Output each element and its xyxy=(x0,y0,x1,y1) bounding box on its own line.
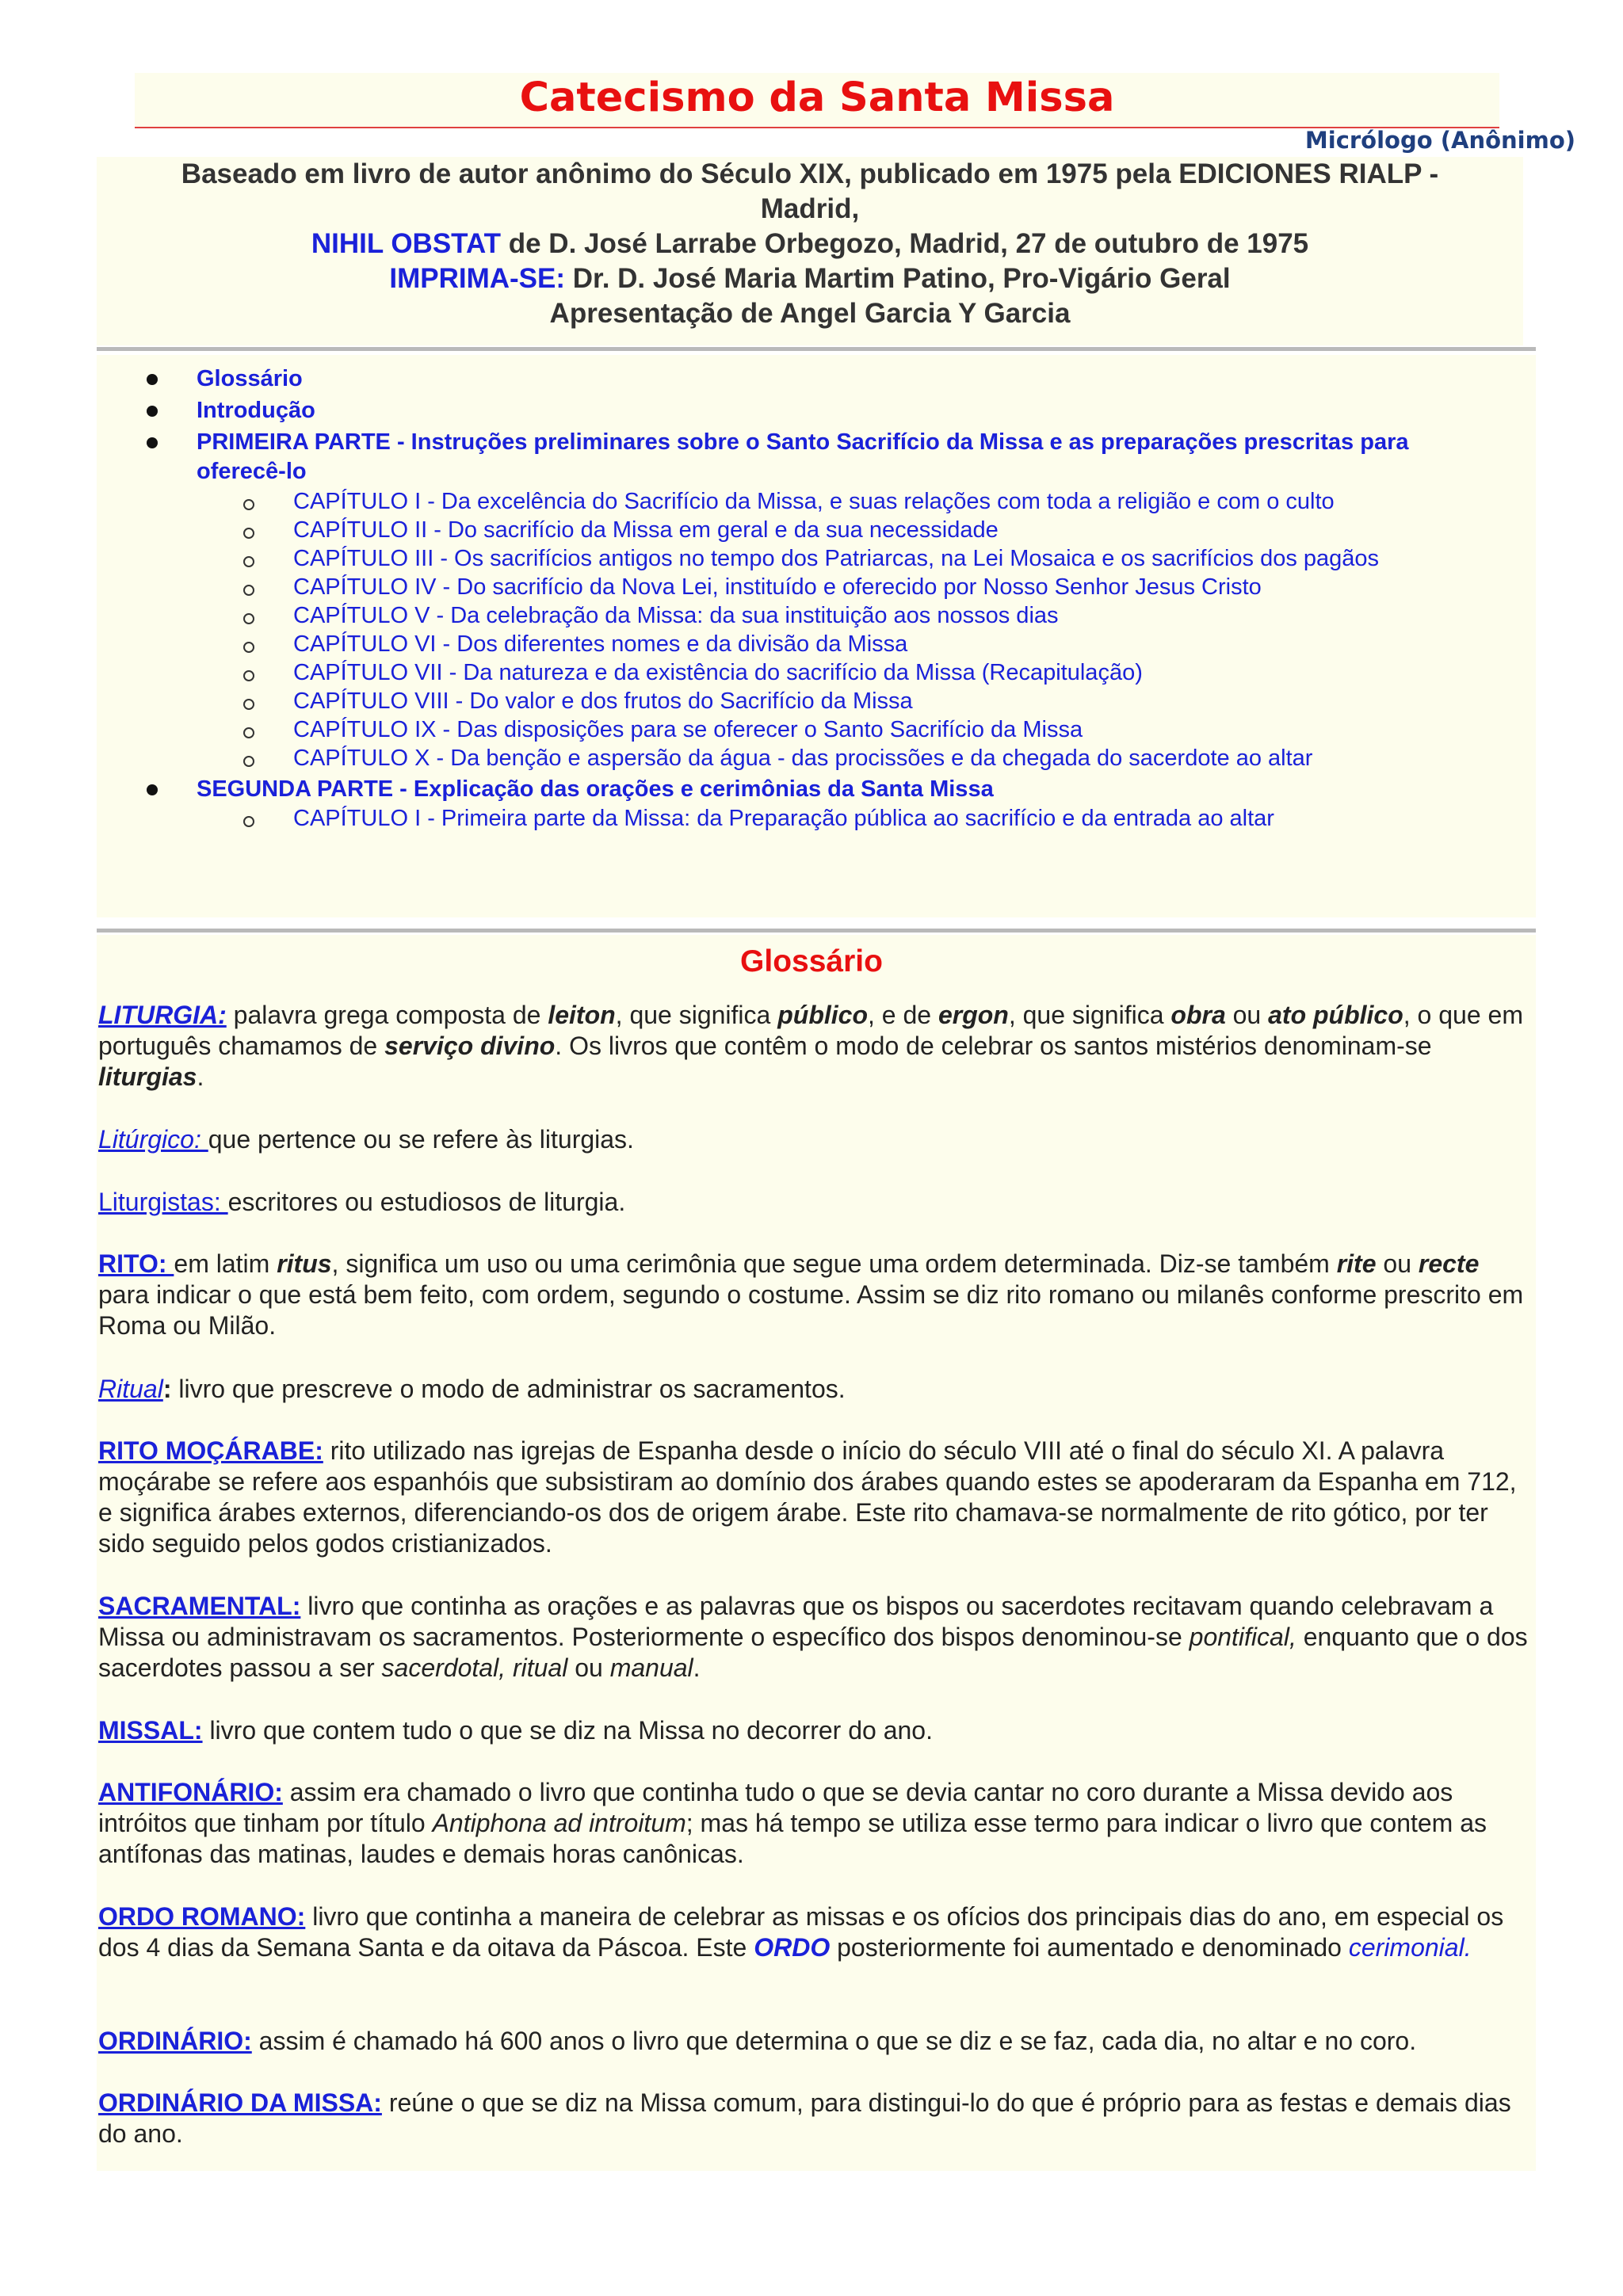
glossary-term-sacramental[interactable]: SACRAMENTAL: xyxy=(98,1592,301,1620)
entry-emphasis: cerimonial. xyxy=(1348,1933,1472,1962)
toc-chapter-link[interactable]: CAPÍTULO IV - Do sacrifício da Nova Lei, instituído e oferecido por Nosso Senhor Jesus Cristo xyxy=(293,574,1262,600)
entry-text: , o que em português chamamos de xyxy=(98,1001,1523,1060)
glossary-entry-liturgistas xyxy=(98,1187,1533,1218)
entry-emphasis: recte xyxy=(1418,1249,1480,1278)
toc-chapter-link[interactable]: CAPÍTULO I - Primeira parte da Missa: da Preparação pública ao sacrifício e da entrada ao altar xyxy=(293,806,1274,831)
entry-text: assim era chamado o livro que continha tudo o que se devia cantar no coro durante a Missa devido aos intróitos que tinham por título xyxy=(98,1778,1453,1837)
entry-text: , que significa xyxy=(1008,1001,1171,1029)
entry-text: . Os livros que contêm o modo de celebrar os santos mistérios denominam-se xyxy=(555,1032,1432,1060)
entry-text: , que significa xyxy=(615,1001,778,1029)
bullet-icon xyxy=(147,437,158,448)
imprima-text: Dr. D. José Maria Martim Patino, Pro-Vigário Geral xyxy=(565,263,1231,294)
title-box xyxy=(135,73,1499,128)
page-title: Catecismo da Santa Missa xyxy=(519,74,1115,121)
circle-bullet-icon xyxy=(243,756,254,767)
circle-bullet-icon xyxy=(243,816,254,827)
divider-top xyxy=(97,347,1536,351)
glossary-entry-ritual xyxy=(98,1374,1533,1405)
glossary-term-ritual[interactable]: Ritual xyxy=(98,1375,163,1403)
nihil-obstat-text: de D. José Larrabe Orbegozo, Madrid, 27 de outubro de 1975 xyxy=(501,228,1309,259)
entry-text: palavra grega composta de xyxy=(226,1001,548,1029)
entry-colon: : xyxy=(162,1375,172,1403)
entry-text: livro que prescreve o modo de administrar os sacramentos. xyxy=(171,1375,846,1403)
entry-text: posteriormente foi aumentado e denominado xyxy=(830,1933,1349,1962)
entry-emphasis: serviço divino xyxy=(384,1032,556,1060)
bullet-icon xyxy=(147,784,158,795)
glossary-term-rito[interactable]: RITO: xyxy=(98,1249,174,1278)
entry-text: assim é chamado há 600 anos o livro que determina o que se diz e se faz, cada dia, no altar e no coro. xyxy=(251,2027,1417,2055)
entry-text: em latim xyxy=(174,1249,277,1278)
glossary-term-missal[interactable]: MISSAL: xyxy=(98,1716,203,1745)
imprima-label: IMPRIMA-SE: xyxy=(389,263,566,294)
entry-text: reúne o que se diz na Missa comum, para distingui-lo do que é próprio para as festas e demais dias do ano. xyxy=(98,2088,1511,2148)
entry-emphasis: rite xyxy=(1336,1249,1377,1278)
bullet-icon xyxy=(147,406,158,417)
entry-emphasis: liturgias xyxy=(98,1062,197,1091)
circle-bullet-icon xyxy=(243,585,254,596)
glossary-entry-rito xyxy=(98,1249,1533,1341)
entry-text: rito utilizado nas igrejas de Espanha desde o início do século VIII até o final do século XI. A palavra moçárabe se refere aos espanhóis que subsistiram ao domínio dos árabes quando estes se apoderaram da Espanha em 712, e significa árabes externos, diferenciando-os dos de origem árabe. Este rito chamava-se normalmente de rito gótico, por ter sido seguido pelos godos cristianizados. xyxy=(98,1436,1517,1558)
toc-link-introducao[interactable]: Introdução xyxy=(197,398,315,423)
bullet-icon xyxy=(147,374,158,385)
entry-emphasis: ato público xyxy=(1268,1001,1403,1029)
circle-bullet-icon xyxy=(243,613,254,624)
toc-chapter-link[interactable]: CAPÍTULO IX - Das disposições para se oferecer o Santo Sacrifício da Missa xyxy=(293,717,1083,742)
entry-text: escritores ou estudiosos de liturgia. xyxy=(227,1188,626,1216)
entry-text: . xyxy=(693,1653,701,1682)
circle-bullet-icon xyxy=(243,670,254,681)
info-line-1: Baseado em livro de autor anônimo do Século XIX, publicado em 1975 pela EDICIONES RIALP - xyxy=(181,158,1439,189)
entry-text: livro que continha as orações e as palavras que os bispos ou sacerdotes recitavam quando celebravam a Missa ou administravam os sacramentos. Posteriormente o específico dos bispos denominou-se xyxy=(98,1592,1494,1651)
divider-middle xyxy=(97,929,1536,933)
toc-link-glossario[interactable]: Glossário xyxy=(197,366,303,391)
toc-link-segunda-parte[interactable]: SEGUNDA PARTE - Explicação das orações e cerimônias da Santa Missa xyxy=(197,776,994,802)
toc-chapter-link[interactable]: CAPÍTULO II - Do sacrifício da Missa em geral e da sua necessidade xyxy=(293,517,999,543)
entry-emphasis: ORDO xyxy=(754,1933,831,1962)
toc-primeira-parte-line-1: PRIMEIRA PARTE - Instruções preliminares sobre o Santo Sacrifício da Missa e as preparações prescritas para xyxy=(197,429,1409,455)
circle-bullet-icon xyxy=(243,528,254,539)
entry-emphasis: obra xyxy=(1170,1001,1226,1029)
glossary-entry-missal xyxy=(98,1715,1533,1746)
toc-link-primeira-parte[interactable] xyxy=(197,428,1409,486)
info-line-2: Madrid, xyxy=(760,193,860,224)
circle-bullet-icon xyxy=(243,727,254,738)
toc-chapter-link[interactable]: CAPÍTULO I - Da excelência do Sacrifício da Missa, e suas relações com toda a religião e com o culto xyxy=(293,489,1335,514)
glossary-term-liturgia[interactable]: LITURGIA: xyxy=(98,1001,227,1029)
glossary-entry-rito-mocarabe xyxy=(98,1436,1533,1559)
circle-bullet-icon xyxy=(243,642,254,653)
entry-text: para indicar o que está bem feito, com ordem, segundo o costume. Assim se diz rito romano ou milanês conforme prescrito em Roma ou Milão. xyxy=(98,1280,1524,1340)
apresentacao-line: Apresentação de Angel Garcia Y Garcia xyxy=(549,298,1071,329)
entry-emphasis: público xyxy=(777,1001,868,1029)
circle-bullet-icon xyxy=(243,556,254,567)
entry-text: ; mas há tempo se utiliza esse termo para indicar o livro que contem as antífonas das matinas, laudes e demais horas canônicas. xyxy=(98,1809,1487,1868)
glossary-entry-liturgico xyxy=(98,1124,1533,1155)
glossary-entry-ordinario-missa xyxy=(98,2088,1533,2149)
entry-text: , significa um uso ou uma cerimônia que segue uma ordem determinada. Diz-se também xyxy=(331,1249,1337,1278)
glossary-term-rito-mocarabe[interactable]: RITO MOÇÁRABE: xyxy=(98,1436,323,1465)
entry-text: ou xyxy=(1225,1001,1269,1029)
toc-chapter-link[interactable]: CAPÍTULO III - Os sacrifícios antigos no tempo dos Patriarcas, na Lei Mosaica e os sacrifícios dos pagãos xyxy=(293,546,1380,571)
entry-emphasis: Antiphona ad introitum xyxy=(432,1809,686,1837)
glossary-term-antifonario[interactable]: ANTIFONÁRIO: xyxy=(98,1778,283,1806)
entry-text: . xyxy=(197,1062,204,1091)
toc-chapter-link[interactable]: CAPÍTULO X - Da benção e aspersão da água - das procissões e da chegada do sacerdote ao altar xyxy=(293,746,1313,771)
entry-emphasis: leiton xyxy=(548,1001,616,1029)
toc-chapter-link[interactable]: CAPÍTULO VIII - Do valor e dos frutos do Sacrifício da Missa xyxy=(293,688,913,714)
glossary-title: Glossário xyxy=(740,944,883,978)
glossary-term-liturgistas[interactable]: Liturgistas: xyxy=(98,1188,228,1216)
entry-text: ou xyxy=(567,1653,610,1682)
nihil-obstat-label: NIHIL OBSTAT xyxy=(311,228,501,259)
glossary-entry-ordinario xyxy=(98,2026,1533,2057)
entry-emphasis: sacerdotal, ritual xyxy=(381,1653,568,1682)
glossary-entry-liturgia xyxy=(98,1000,1533,1093)
entry-text: que pertence ou se refere às liturgias. xyxy=(208,1125,634,1154)
glossary-entry-sacramental xyxy=(98,1591,1533,1684)
circle-bullet-icon xyxy=(243,499,254,510)
entry-text: , e de xyxy=(867,1001,938,1029)
toc-primeira-parte-line-2: oferecê-lo xyxy=(197,459,307,484)
entry-text: enquanto que o dos sacerdotes passou a ser xyxy=(98,1623,1528,1682)
glossary-entry-ordo-romano xyxy=(98,1901,1533,1963)
glossary-entry-antifonario xyxy=(98,1777,1533,1870)
glossary-term-ordinario-missa[interactable]: ORDINÁRIO DA MISSA: xyxy=(98,2088,382,2117)
entry-text: ou xyxy=(1376,1249,1419,1278)
nihil-obstat-line xyxy=(97,227,1523,261)
toc-chapter-link[interactable]: CAPÍTULO VI - Dos diferentes nomes e da divisão da Missa xyxy=(293,631,908,657)
glossary-term-ordinario[interactable]: ORDINÁRIO: xyxy=(98,2027,252,2055)
toc-chapter-link[interactable]: CAPÍTULO VII - Da natureza e da existência do sacrifício da Missa (Recapitulação) xyxy=(293,660,1143,685)
entry-text: livro que contem tudo o que se diz na Missa no decorrer do ano. xyxy=(202,1716,933,1745)
entry-emphasis: pontifical, xyxy=(1189,1623,1296,1651)
author-label: Micrólogo (Anônimo) xyxy=(1304,127,1575,154)
circle-bullet-icon xyxy=(243,699,254,710)
entry-text: livro que continha a maneira de celebrar as missas e os ofícios dos principais dias do ano, em especial os dos 4 dias da Semana Santa e da oitava da Páscoa. Este xyxy=(98,1902,1504,1962)
entry-emphasis: ritus xyxy=(277,1249,332,1278)
toc-chapter-link[interactable]: CAPÍTULO V - Da celebração da Missa: da sua instituição aos nossos dias xyxy=(293,603,1059,628)
imprima-line xyxy=(97,261,1523,296)
glossary-term-liturgico[interactable]: Litúrgico: xyxy=(98,1125,208,1154)
info-box xyxy=(97,157,1523,345)
glossary-term-ordo-romano[interactable]: ORDO ROMANO: xyxy=(98,1902,306,1931)
entry-emphasis: manual xyxy=(609,1653,693,1682)
entry-emphasis: ergon xyxy=(938,1001,1009,1029)
